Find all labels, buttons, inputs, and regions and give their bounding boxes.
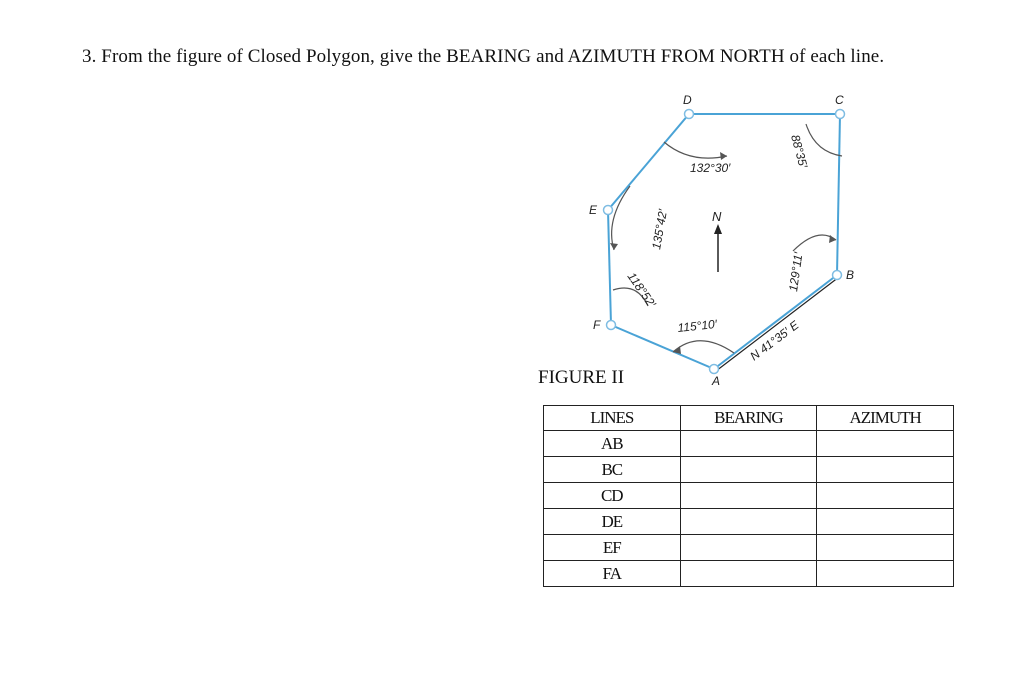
table-row — [544, 509, 954, 535]
bearing-cell[interactable] — [680, 457, 817, 483]
table-row — [544, 483, 954, 509]
vertex-label-a: A — [712, 374, 721, 388]
vertex-label-d: D — [683, 93, 692, 107]
vertex-label-e: E — [589, 203, 598, 217]
angle-arc-a — [673, 341, 734, 353]
azimuth-cell[interactable] — [817, 483, 954, 509]
line-cell: EF — [544, 535, 681, 561]
given-bearing-label: N 41°35′ E — [747, 317, 802, 364]
azimuth-cell[interactable] — [817, 535, 954, 561]
header-bearing: BEARING — [680, 406, 817, 431]
table-header-row — [544, 406, 954, 431]
line-cell: BC — [544, 457, 681, 483]
side-bc — [837, 114, 840, 275]
vertex-a-marker — [710, 365, 719, 374]
azimuth-cell[interactable] — [817, 457, 954, 483]
line-cell: DE — [544, 509, 681, 535]
header-azimuth: AZIMUTH — [817, 406, 954, 431]
angle-arc-d — [664, 142, 727, 158]
header-lines: LINES — [544, 406, 681, 431]
angle-label-c: 88°35′ — [788, 133, 811, 170]
vertex-label-c: C — [835, 93, 844, 107]
angle-arc-b — [793, 235, 836, 251]
angle-label-b: 129°11′ — [786, 251, 806, 293]
side-ab — [714, 275, 837, 369]
table-row — [544, 431, 954, 457]
line-cell: AB — [544, 431, 681, 457]
answer-table — [543, 405, 954, 587]
bearing-cell[interactable] — [680, 509, 817, 535]
line-cell: CD — [544, 483, 681, 509]
angle-label-f: 118°52′ — [624, 269, 659, 311]
bearing-cell[interactable] — [680, 535, 817, 561]
vertex-c-marker — [836, 110, 845, 119]
side-de — [608, 114, 689, 210]
angle-label-a: 115°10′ — [676, 316, 718, 335]
table-row — [544, 457, 954, 483]
question-text: 3. From the figure of Closed Polygon, give the BEARING and AZIMUTH FROM NORTH of each line. — [82, 46, 885, 67]
angle-label-e: 135°42′ — [649, 208, 670, 251]
azimuth-cell[interactable] — [817, 509, 954, 535]
table-row — [544, 535, 954, 561]
line-cell: FA — [544, 561, 681, 587]
bearing-cell[interactable] — [680, 431, 817, 457]
vertex-b-marker — [833, 271, 842, 280]
vertex-f-marker — [607, 321, 616, 330]
north-label: N — [712, 209, 722, 224]
azimuth-cell[interactable] — [817, 561, 954, 587]
vertex-label-f: F — [593, 318, 601, 332]
figure-caption: FIGURE II — [538, 367, 625, 388]
bearing-reference-line — [716, 277, 839, 371]
bearing-cell[interactable] — [680, 561, 817, 587]
vertex-e-marker — [604, 206, 613, 215]
side-ef — [608, 210, 611, 325]
table-row — [544, 561, 954, 587]
angle-label-d: 132°30′ — [690, 161, 731, 175]
vertex-d-marker — [685, 110, 694, 119]
bearing-cell[interactable] — [680, 483, 817, 509]
north-arrow-head — [714, 224, 722, 234]
angle-arc-c — [806, 124, 842, 156]
vertex-label-b: B — [846, 268, 855, 282]
azimuth-cell[interactable] — [817, 431, 954, 457]
